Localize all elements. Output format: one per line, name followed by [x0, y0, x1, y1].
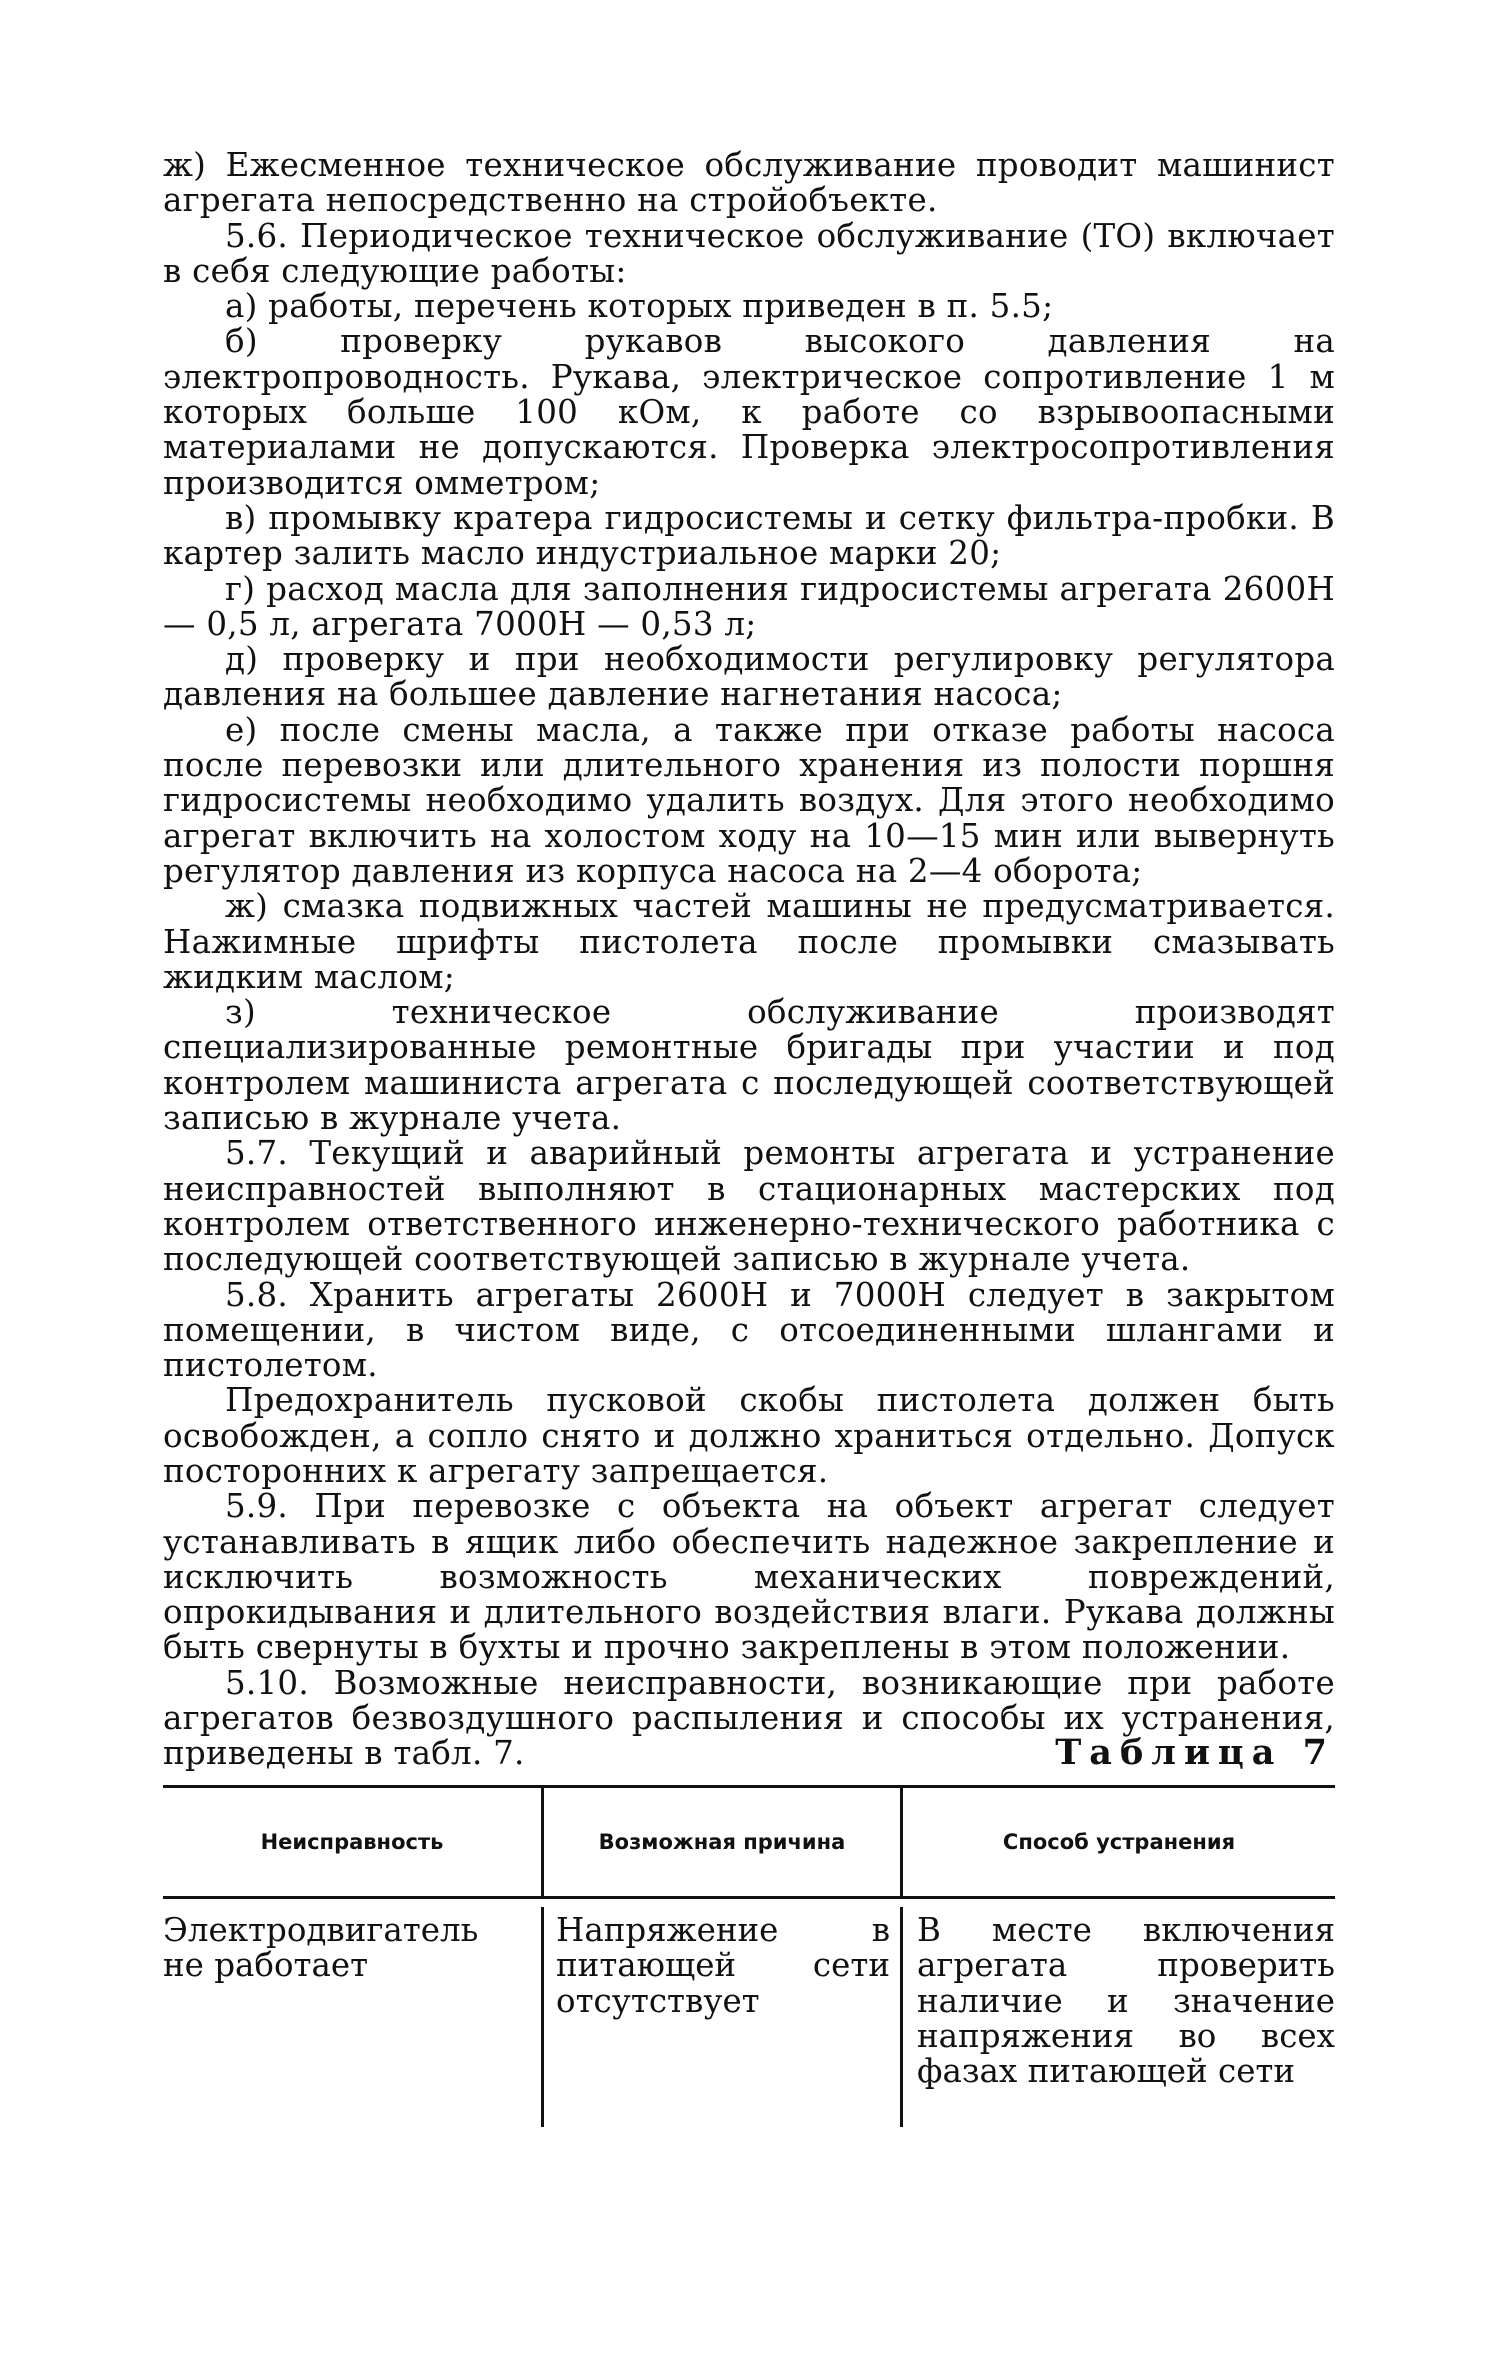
- paragraph-5-6: 5.6. Периодическое техническое обслуживание (ТО) включает в себя следующие работы:: [163, 216, 1335, 290]
- table-title: Таблица 7: [1055, 1732, 1335, 1773]
- list-item-z: з) техническое обслуживание производят специализированные ремонтные бригады при участии и под контролем машиниста агрегата с последующей соответствующей записью в журнале учета.: [163, 993, 1335, 1138]
- header-fault: Неисправность: [260, 1830, 444, 1854]
- cell-fault: Электродвигатель не работает: [163, 1911, 479, 1985]
- paragraph-zh-daily: ж) Ежесменное техническое обслуживание проводит машинист агрегата непосредственно на стройобъекте.: [163, 146, 1335, 220]
- header-remedy: Способ устранения: [1002, 1830, 1236, 1854]
- list-item-a: а) работы, перечень которых приведен в п. 5.5;: [225, 287, 1054, 326]
- list-item-v: в) промывку кратера гидросистемы и сетку фильтра-пробки. В картер залить масло индустриальное марки 20;: [163, 498, 1335, 573]
- list-item-e: е) после смены масла, а также при отказе работы насоса после перевозки или длительного хранения из полости поршня гидросистемы необходимо удалить воздух. Для этого необходимо агрегат включить на холостом ходу на 10—15 мин или вывернуть регулятор давления из корпуса насоса на 2—4 оборота;: [163, 710, 1335, 890]
- paragraph-5-9: 5.9. При перевозке с объекта на объект агрегат следует устанавливать в ящик либо обеспечить надежное закрепление и исключить возможность механических повреждений, опрокидывания и длительного воздействия влаги. Рукава должны быть свернуты в бухты и прочно закреплены в этом положении.: [163, 1487, 1335, 1667]
- column-divider: [541, 1907, 544, 2127]
- paragraph-safety: Предохранитель пусковой скобы пистолета должен быть освобожден, а сопло снято и должно храниться отдельно. Допуск посторонних к агрегату запрещается.: [163, 1381, 1335, 1490]
- list-item-d: д) проверку и при необходимости регулировку регулятора давления на большее давление нагнетания насоса;: [163, 640, 1335, 714]
- header-cause: Возможная причина: [598, 1830, 846, 1854]
- list-item-g: г) расход масла для заполнения гидросистемы агрегата 2600Н— 0,5 л, агрегата 7000Н — 0,53 л;: [163, 569, 1335, 643]
- cell-cause: Напряжение в питающей сети отсутствует: [556, 1911, 890, 2020]
- table-row: [163, 1899, 1335, 2139]
- list-item-b: б) проверку рукавов высокого давления на электропроводность. Рукава, электрическое сопротивление 1 м которых больше 100 кОм, к работе со взрывоопасными материалами не допускаются. Проверка электросопротивления производится омметром;: [163, 322, 1335, 502]
- paragraph-5-8: 5.8. Хранить агрегаты 2600Н и 7000Н следует в закрытом помещении, в чистом виде, с отсоединенными шлангами и пистолетом.: [163, 1275, 1335, 1385]
- column-divider: [900, 1907, 903, 2127]
- paragraph-5-10: 5.10. Возможные неисправности, возникающие при работе агрегатов безвоздушного распыления и способы их устранения, приведены в табл. 7.: [163, 1663, 1335, 1773]
- list-item-zh: ж) смазка подвижных частей машины не предусматривается. Нажимные шрифты пистолета после промывки смазывать жидким маслом;: [163, 887, 1335, 996]
- document-body: [163, 148, 1335, 1772]
- table-header: [163, 1788, 1335, 1896]
- faults-table: [163, 1785, 1335, 2139]
- cell-remedy: В месте включения агрегата проверить наличие и значение напряжения во всех фазах питающей сети: [917, 1911, 1335, 2091]
- paragraph-5-7: 5.7. Текущий и аварийный ремонты агрегата и устранение неисправностей выполняют в стационарных мастерских под контролем ответственного инженерно-технического работника с последующей соответствующей записью в журнале учета.: [163, 1134, 1335, 1279]
